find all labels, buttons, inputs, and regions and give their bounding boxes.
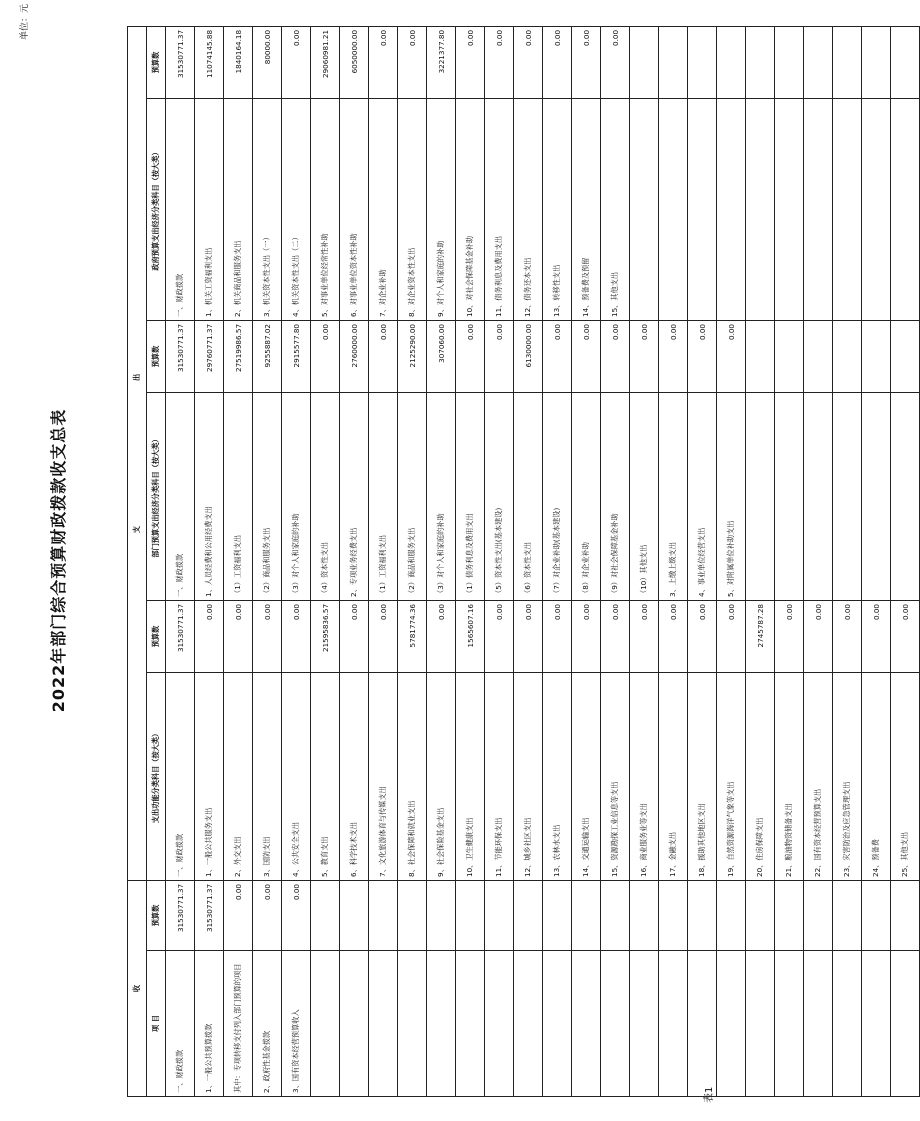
dept-econ-amount: 0.00 bbox=[688, 320, 717, 392]
table-row bbox=[398, 26, 427, 1096]
gov-econ-item: 5、对事业单位经常性补助 bbox=[311, 98, 340, 320]
function-amount: 2745787.28 bbox=[746, 600, 775, 672]
dept-econ-item: （10）其他支出 bbox=[630, 392, 659, 600]
function-amount: 0.00 bbox=[485, 600, 514, 672]
gov-econ-amount bbox=[659, 26, 688, 98]
function-amount: 0.00 bbox=[833, 600, 862, 672]
income-amount bbox=[891, 880, 920, 950]
gov-econ-amount bbox=[804, 26, 833, 98]
income-item: 1、一般公共预算拨款 bbox=[195, 951, 224, 1097]
out-marker: 出 bbox=[132, 373, 141, 381]
dept-econ-item: 2、专项业务经费支出 bbox=[340, 392, 369, 600]
col-gov-budget: 预算数 bbox=[147, 26, 166, 98]
income-item bbox=[456, 951, 485, 1097]
function-item: 4、公共安全支出 bbox=[282, 672, 311, 880]
table-row bbox=[833, 26, 862, 1096]
dept-econ-item: 4、事业单位经营支出 bbox=[688, 392, 717, 600]
dept-econ-item: 1、人员经费和公用经费支出 bbox=[195, 392, 224, 600]
gov-econ-amount bbox=[630, 26, 659, 98]
dept-econ-amount bbox=[891, 320, 920, 392]
table-row bbox=[572, 26, 601, 1096]
gov-econ-item: 4、机关资本性支出（二） bbox=[282, 98, 311, 320]
header-row-2 bbox=[147, 26, 166, 1096]
income-amount: 31530771.37 bbox=[166, 880, 195, 950]
unit-label: 单位：元 bbox=[20, 4, 30, 41]
page-title: 2022年部门综合预算财政拨款收支总表 bbox=[49, 408, 68, 713]
gov-econ-item bbox=[862, 98, 891, 320]
function-amount: 5781774.36 bbox=[398, 600, 427, 672]
function-amount: 0.00 bbox=[717, 600, 746, 672]
function-item: 12、城乡社区支出 bbox=[514, 672, 543, 880]
income-item bbox=[572, 951, 601, 1097]
function-item: 20、住房保障支出 bbox=[746, 672, 775, 880]
dept-econ-amount: 0.00 bbox=[456, 320, 485, 392]
dept-econ-amount bbox=[804, 320, 833, 392]
function-amount: 0.00 bbox=[543, 600, 572, 672]
function-amount: 0.00 bbox=[688, 600, 717, 672]
gov-econ-item bbox=[891, 98, 920, 320]
income-amount bbox=[862, 880, 891, 950]
income-amount bbox=[572, 880, 601, 950]
gov-econ-amount: 0.00 bbox=[282, 26, 311, 98]
function-item: 23、灾害防治及应急管理支出 bbox=[833, 672, 862, 880]
table-row bbox=[311, 26, 340, 1096]
table-row bbox=[369, 26, 398, 1096]
gov-econ-item: 6、对事业单位资本性补助 bbox=[340, 98, 369, 320]
function-amount: 21595836.57 bbox=[311, 600, 340, 672]
gov-econ-item bbox=[717, 98, 746, 320]
function-amount: 0.00 bbox=[572, 600, 601, 672]
function-item: 一、财政拨款 bbox=[166, 672, 195, 880]
dept-econ-item bbox=[833, 392, 862, 600]
dept-econ-item: （2）商品和服务支出 bbox=[253, 392, 282, 600]
function-item: 22、国有资本经营预算支出 bbox=[804, 672, 833, 880]
income-amount bbox=[427, 880, 456, 950]
dept-econ-item: （3）对个人和家庭的补助 bbox=[282, 392, 311, 600]
gov-econ-item bbox=[630, 98, 659, 320]
function-amount: 31530771.37 bbox=[166, 600, 195, 672]
function-item: 17、金融支出 bbox=[659, 672, 688, 880]
income-amount: 0.00 bbox=[282, 880, 311, 950]
table-row bbox=[601, 26, 630, 1096]
income-item bbox=[543, 951, 572, 1097]
table-row bbox=[717, 26, 746, 1096]
income-amount: 31530771.37 bbox=[195, 880, 224, 950]
table-row bbox=[543, 26, 572, 1096]
function-amount: 0.00 bbox=[427, 600, 456, 672]
gov-econ-amount bbox=[891, 26, 920, 98]
gov-econ-amount bbox=[688, 26, 717, 98]
gov-econ-amount bbox=[862, 26, 891, 98]
dept-econ-amount: 0.00 bbox=[630, 320, 659, 392]
income-amount bbox=[630, 880, 659, 950]
dept-econ-item: （9）对社会保障基金补助 bbox=[601, 392, 630, 600]
table-row bbox=[485, 26, 514, 1096]
dept-econ-item: （3）对个人和家庭的补助 bbox=[427, 392, 456, 600]
income-amount bbox=[543, 880, 572, 950]
function-amount: 0.00 bbox=[804, 600, 833, 672]
dept-econ-item bbox=[891, 392, 920, 600]
gov-econ-item: 14、预备费及预留 bbox=[572, 98, 601, 320]
dept-econ-item: （1）工资福利支出 bbox=[224, 392, 253, 600]
function-item: 11、节能环保支出 bbox=[485, 672, 514, 880]
dept-econ-amount bbox=[775, 320, 804, 392]
income-item bbox=[862, 951, 891, 1097]
income-item bbox=[601, 951, 630, 1097]
income-item bbox=[340, 951, 369, 1097]
income-amount bbox=[833, 880, 862, 950]
dept-econ-item: （7）对企业补助(基本建设) bbox=[543, 392, 572, 600]
dept-econ-amount: 0.00 bbox=[572, 320, 601, 392]
gov-econ-item: 1、机关工资福利支出 bbox=[195, 98, 224, 320]
function-amount: 0.00 bbox=[775, 600, 804, 672]
gov-econ-item: 11、债务利息及费用支出 bbox=[485, 98, 514, 320]
income-amount bbox=[340, 880, 369, 950]
gov-econ-item: 13、转移性支出 bbox=[543, 98, 572, 320]
col-gov-econ: 政府预算支出经济分类科目（按大类） bbox=[147, 98, 166, 320]
table-row bbox=[166, 26, 195, 1096]
function-amount: 0.00 bbox=[253, 600, 282, 672]
gov-econ-amount: 0.00 bbox=[369, 26, 398, 98]
header-row-1 bbox=[128, 26, 147, 1096]
income-item: 一、财政拨款 bbox=[166, 951, 195, 1097]
function-item: 2、外交支出 bbox=[224, 672, 253, 880]
gov-econ-amount: 29060981.21 bbox=[311, 26, 340, 98]
income-amount bbox=[659, 880, 688, 950]
table-row bbox=[282, 26, 311, 1096]
function-item: 7、文化旅游体育与传媒支出 bbox=[369, 672, 398, 880]
dept-econ-item: （5）资本性支出(基本建设) bbox=[485, 392, 514, 600]
income-item bbox=[804, 951, 833, 1097]
function-amount: 0.00 bbox=[224, 600, 253, 672]
income-item bbox=[427, 951, 456, 1097]
function-item: 3、国防支出 bbox=[253, 672, 282, 880]
gov-econ-amount bbox=[775, 26, 804, 98]
dept-econ-item: 5、对附属单位补助支出 bbox=[717, 392, 746, 600]
dept-econ-amount: 307060.00 bbox=[427, 320, 456, 392]
expense-header-label: 支 bbox=[132, 525, 141, 534]
table-row bbox=[224, 26, 253, 1096]
function-amount: 1565607.16 bbox=[456, 600, 485, 672]
function-item: 24、预备费 bbox=[862, 672, 891, 880]
dept-econ-amount: 2760000.00 bbox=[340, 320, 369, 392]
table-row bbox=[456, 26, 485, 1096]
dept-econ-amount: 9255887.02 bbox=[253, 320, 282, 392]
income-amount bbox=[688, 880, 717, 950]
income-item bbox=[398, 951, 427, 1097]
gov-econ-amount: 0.00 bbox=[514, 26, 543, 98]
table-row bbox=[514, 26, 543, 1096]
gov-econ-amount: 0.00 bbox=[398, 26, 427, 98]
function-item: 8、社会保障和就业支出 bbox=[398, 672, 427, 880]
col-income-budget: 预算数 bbox=[147, 880, 166, 950]
gov-econ-amount: 0.00 bbox=[456, 26, 485, 98]
col-dept-budget: 预算数 bbox=[147, 320, 166, 392]
table-row bbox=[253, 26, 282, 1096]
function-amount: 0.00 bbox=[282, 600, 311, 672]
income-item bbox=[369, 951, 398, 1097]
function-item: 14、交通运输支出 bbox=[572, 672, 601, 880]
table-row bbox=[746, 26, 775, 1096]
function-item: 13、农林水支出 bbox=[543, 672, 572, 880]
dept-econ-amount: 0.00 bbox=[311, 320, 340, 392]
gov-econ-item bbox=[746, 98, 775, 320]
dept-econ-item bbox=[775, 392, 804, 600]
income-amount bbox=[601, 880, 630, 950]
dept-econ-item bbox=[746, 392, 775, 600]
gov-econ-item: 15、其他支出 bbox=[601, 98, 630, 320]
gov-econ-item: 9、对个人和家庭的补助 bbox=[427, 98, 456, 320]
income-item: 2、政府性基金拨款 bbox=[253, 951, 282, 1097]
gov-econ-amount bbox=[833, 26, 862, 98]
function-item: 19、自然资源海洋气象等支出 bbox=[717, 672, 746, 880]
dept-econ-amount: 0.00 bbox=[543, 320, 572, 392]
function-item: 15、资源勘探工业信息等支出 bbox=[601, 672, 630, 880]
dept-econ-item: （1）债务利息及费用支出 bbox=[456, 392, 485, 600]
function-item: 21、粮油物资储备支出 bbox=[775, 672, 804, 880]
income-amount bbox=[485, 880, 514, 950]
table-row bbox=[862, 26, 891, 1096]
gov-econ-amount bbox=[746, 26, 775, 98]
dept-econ-amount: 2915577.80 bbox=[282, 320, 311, 392]
function-item: 18、援助其他地区支出 bbox=[688, 672, 717, 880]
table-row bbox=[688, 26, 717, 1096]
gov-econ-item bbox=[688, 98, 717, 320]
income-item: 3、国有资本经营预算收入 bbox=[282, 951, 311, 1097]
gov-econ-amount: 6050000.00 bbox=[340, 26, 369, 98]
gov-econ-amount: 31530771.37 bbox=[166, 26, 195, 98]
income-header: 收 bbox=[128, 880, 147, 1096]
dept-econ-amount: 0.00 bbox=[659, 320, 688, 392]
function-item: 9、社会保险基金支出 bbox=[427, 672, 456, 880]
income-amount bbox=[775, 880, 804, 950]
income-amount: 0.00 bbox=[253, 880, 282, 950]
income-item bbox=[891, 951, 920, 1097]
dept-econ-amount: 31530771.37 bbox=[166, 320, 195, 392]
gov-econ-item: 3、机关资本性支出（一） bbox=[253, 98, 282, 320]
budget-table bbox=[127, 26, 920, 1097]
gov-econ-amount: 11074145.88 bbox=[195, 26, 224, 98]
function-amount: 0.00 bbox=[630, 600, 659, 672]
table-body bbox=[166, 26, 920, 1096]
dept-econ-item: 3、上缴上级支出 bbox=[659, 392, 688, 600]
dept-econ-item: 一、财政拨款 bbox=[166, 392, 195, 600]
gov-econ-item bbox=[659, 98, 688, 320]
gov-econ-amount: 80000.00 bbox=[253, 26, 282, 98]
income-amount bbox=[456, 880, 485, 950]
income-amount bbox=[746, 880, 775, 950]
function-amount: 0.00 bbox=[659, 600, 688, 672]
gov-econ-amount bbox=[717, 26, 746, 98]
dept-econ-item: （1）工资福利支出 bbox=[369, 392, 398, 600]
table-row bbox=[340, 26, 369, 1096]
income-amount bbox=[804, 880, 833, 950]
col-func-budget: 预算数 bbox=[147, 600, 166, 672]
gov-econ-item bbox=[833, 98, 862, 320]
gov-econ-amount: 0.00 bbox=[543, 26, 572, 98]
function-item: 10、卫生健康支出 bbox=[456, 672, 485, 880]
function-amount: 0.00 bbox=[340, 600, 369, 672]
table-row bbox=[630, 26, 659, 1096]
table-row bbox=[195, 26, 224, 1096]
dept-econ-item: （8）对企业补助 bbox=[572, 392, 601, 600]
income-amount bbox=[398, 880, 427, 950]
dept-econ-amount: 0.00 bbox=[717, 320, 746, 392]
gov-econ-amount: 0.00 bbox=[572, 26, 601, 98]
table-row bbox=[891, 26, 920, 1096]
table-number: 表1 bbox=[704, 1086, 715, 1103]
table-row bbox=[427, 26, 456, 1096]
income-item bbox=[630, 951, 659, 1097]
gov-econ-item: 2、机关商品和服务支出 bbox=[224, 98, 253, 320]
table-row bbox=[804, 26, 833, 1096]
income-item bbox=[659, 951, 688, 1097]
dept-econ-amount: 0.00 bbox=[485, 320, 514, 392]
dept-econ-amount: 27519986.57 bbox=[224, 320, 253, 392]
table-row bbox=[659, 26, 688, 1096]
gov-econ-amount: 0.00 bbox=[485, 26, 514, 98]
dept-econ-amount: 29760771.37 bbox=[195, 320, 224, 392]
dept-econ-amount: 0.00 bbox=[369, 320, 398, 392]
gov-econ-item: 10、对社会保障基金补助 bbox=[456, 98, 485, 320]
income-item bbox=[775, 951, 804, 1097]
function-amount: 0.00 bbox=[369, 600, 398, 672]
income-item: 其中：专项转移支付列入部门预算的项目 bbox=[224, 951, 253, 1097]
function-amount: 0.00 bbox=[601, 600, 630, 672]
income-item bbox=[717, 951, 746, 1097]
income-amount bbox=[514, 880, 543, 950]
gov-econ-item: 一、财政拨款 bbox=[166, 98, 195, 320]
income-item bbox=[746, 951, 775, 1097]
gov-econ-amount: 1840164.18 bbox=[224, 26, 253, 98]
function-amount: 0.00 bbox=[862, 600, 891, 672]
dept-econ-item: （2）商品和服务支出 bbox=[398, 392, 427, 600]
col-income-item: 项 目 bbox=[147, 951, 166, 1097]
income-item bbox=[514, 951, 543, 1097]
col-dept-econ: 部门预算支出经济分类科目（按大类） bbox=[147, 392, 166, 600]
income-item bbox=[485, 951, 514, 1097]
income-item bbox=[688, 951, 717, 1097]
gov-econ-item: 7、对企业补助 bbox=[369, 98, 398, 320]
gov-econ-amount: 0.00 bbox=[601, 26, 630, 98]
function-amount: 0.00 bbox=[514, 600, 543, 672]
gov-econ-item bbox=[804, 98, 833, 320]
dept-econ-amount: 6130000.00 bbox=[514, 320, 543, 392]
income-item bbox=[311, 951, 340, 1097]
income-amount bbox=[369, 880, 398, 950]
income-amount bbox=[717, 880, 746, 950]
income-amount bbox=[311, 880, 340, 950]
table-row bbox=[775, 26, 804, 1096]
function-item: 16、商业服务业等支出 bbox=[630, 672, 659, 880]
dept-econ-amount bbox=[862, 320, 891, 392]
dept-econ-amount bbox=[746, 320, 775, 392]
dept-econ-item bbox=[804, 392, 833, 600]
income-item bbox=[833, 951, 862, 1097]
dept-econ-item bbox=[862, 392, 891, 600]
dept-econ-amount bbox=[833, 320, 862, 392]
gov-econ-item: 12、债务还本支出 bbox=[514, 98, 543, 320]
gov-econ-amount: 3221377.80 bbox=[427, 26, 456, 98]
expense-header bbox=[128, 26, 147, 880]
gov-econ-item: 8、对企业资本性支出 bbox=[398, 98, 427, 320]
dept-econ-amount: 0.00 bbox=[601, 320, 630, 392]
function-item: 6、科学技术支出 bbox=[340, 672, 369, 880]
gov-econ-item bbox=[775, 98, 804, 320]
income-amount: 0.00 bbox=[224, 880, 253, 950]
dept-econ-item: （4）资本性支出 bbox=[311, 392, 340, 600]
function-amount: 0.00 bbox=[891, 600, 920, 672]
dept-econ-amount: 2125290.00 bbox=[398, 320, 427, 392]
col-func-cat: 支出功能分类科目（按大类） bbox=[147, 672, 166, 880]
function-item: 25、其他支出 bbox=[891, 672, 920, 880]
dept-econ-item: （6）资本性支出 bbox=[514, 392, 543, 600]
function-item: 1、一般公共服务支出 bbox=[195, 672, 224, 880]
function-amount: 0.00 bbox=[195, 600, 224, 672]
function-item: 5、教育支出 bbox=[311, 672, 340, 880]
